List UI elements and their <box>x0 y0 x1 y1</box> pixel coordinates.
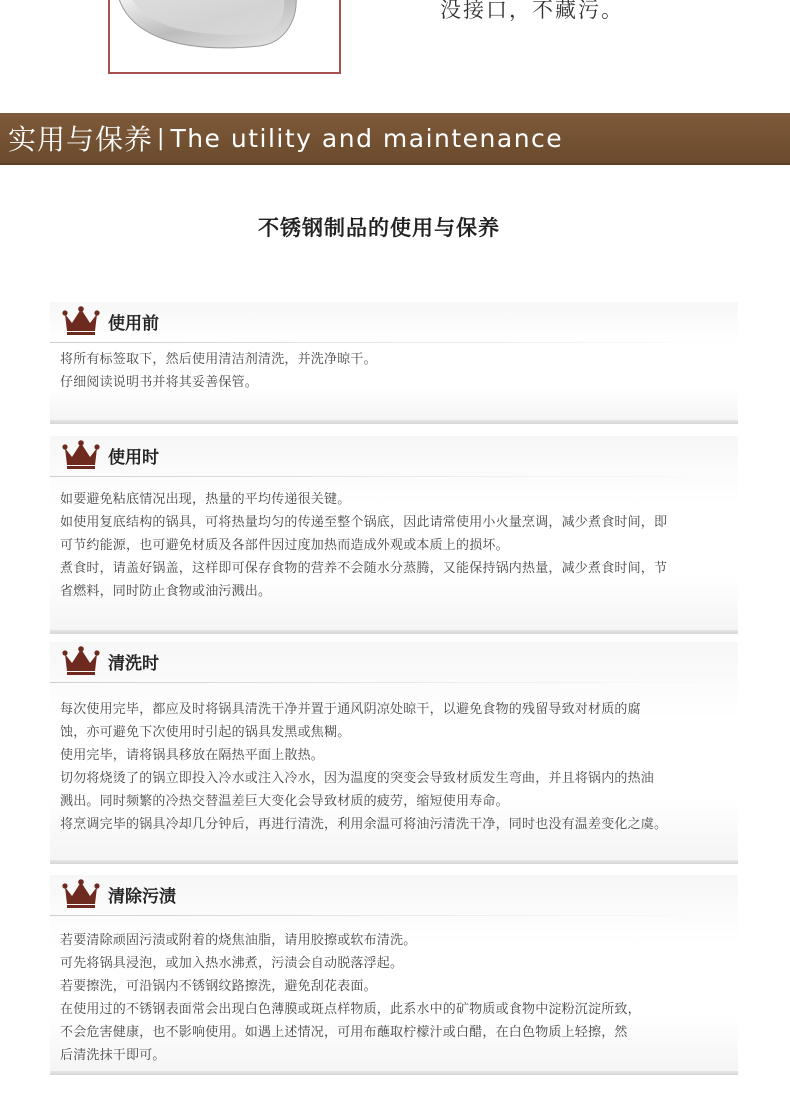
crown-icon <box>62 306 100 336</box>
section-line: 仔细阅读说明书并将其妥善保管。 <box>60 375 259 390</box>
section-title: 使用前 <box>108 313 159 334</box>
section-line: 如要避免粘底情况出现，热量的平均传递很关键。 <box>60 492 351 507</box>
section-title: 清洗时 <box>108 653 159 674</box>
section-line: 每次使用完毕，都应及时将锅具清洗干净并置于通风阴凉处晾干，以避免食物的残留导致对材质的腐 <box>60 702 641 717</box>
section-line: 使用完毕，请将锅具移放在隔热平面上散热。 <box>60 748 325 763</box>
section-cleaning <box>50 642 738 864</box>
section-line: 后清洗抹干即可。 <box>60 1048 166 1063</box>
section-header <box>62 302 159 340</box>
section-before-use <box>50 302 738 424</box>
section-line: 如使用复底结构的锅具，可将热量均匀的传递至整个锅底，因此请常使用小火量烹调，减少煮食时间，即 <box>60 515 668 530</box>
section-line: 溅出。同时频繁的冷热交替温差巨大变化会导致材质的疲劳，缩短使用寿命。 <box>60 794 509 809</box>
section-header <box>62 436 159 474</box>
crown-icon <box>62 646 100 676</box>
section-title: 使用时 <box>108 447 159 468</box>
section-banner <box>0 113 790 165</box>
section-line: 若要擦洗，可沿锅内不锈钢纹路擦洗，避免刮花表面。 <box>60 979 377 994</box>
section-line: 若要清除顽固污渍或附着的烧焦油脂，请用胶擦或软布清洗。 <box>60 933 417 948</box>
section-line: 可先将锅具浸泡，或加入热水沸煮，污渍会自动脱落浮起。 <box>60 956 404 971</box>
section-header <box>62 642 159 680</box>
section-stain-removal <box>50 875 738 1075</box>
banner-title-cn: 实用与保养 <box>8 123 154 156</box>
section-line: 将所有标签取下，然后使用清洁剂清洗，并洗净晾干。 <box>60 352 377 367</box>
section-header <box>62 875 176 913</box>
crown-icon <box>62 440 100 470</box>
section-line: 可节约能源，也可避免材质及各部件因过度加热而造成外观或本质上的损坏。 <box>60 538 509 553</box>
section-line: 煮食时，请盖好锅盖，这样即可保存食物的营养不会随水分蒸腾，又能保持锅内热量，减少煮食时间，节 <box>60 561 668 576</box>
section-line: 蚀，亦可避免下次使用时引起的锅具发黑或焦糊。 <box>60 725 351 740</box>
top-caption: 没接口，不藏污。 <box>440 0 624 22</box>
page-title: 不锈钢制品的使用与保养 <box>258 216 500 240</box>
section-title: 清除污渍 <box>108 886 176 907</box>
section-line: 不会危害健康，也不影响使用。如遇上述情况，可用布蘸取柠檬汁或白醋，在白色物质上轻擦，然 <box>60 1025 628 1040</box>
section-line: 将烹调完毕的锅具冷却几分钟后，再进行清洗，利用余温可将油污清洗干净，同时也没有温差变化之虞。 <box>60 817 668 832</box>
section-line: 省燃料，同时防止食物或油污溅出。 <box>60 584 272 599</box>
section-line: 切勿将烧烫了的锅立即投入冷水或注入冷水，因为温度的突变会导致材质发生弯曲，并且将锅内的热油 <box>60 771 655 786</box>
product-photo <box>108 0 341 74</box>
section-during-use <box>50 436 738 634</box>
section-line: 在使用过的不锈钢表面常会出现白色薄膜或斑点样物质，此系水中的矿物质或食物中淀粉沉淀所致， <box>60 1002 641 1017</box>
banner-separator: | <box>157 125 165 151</box>
banner-title-en: The utility and maintenance <box>170 123 564 153</box>
crown-icon <box>62 879 100 909</box>
